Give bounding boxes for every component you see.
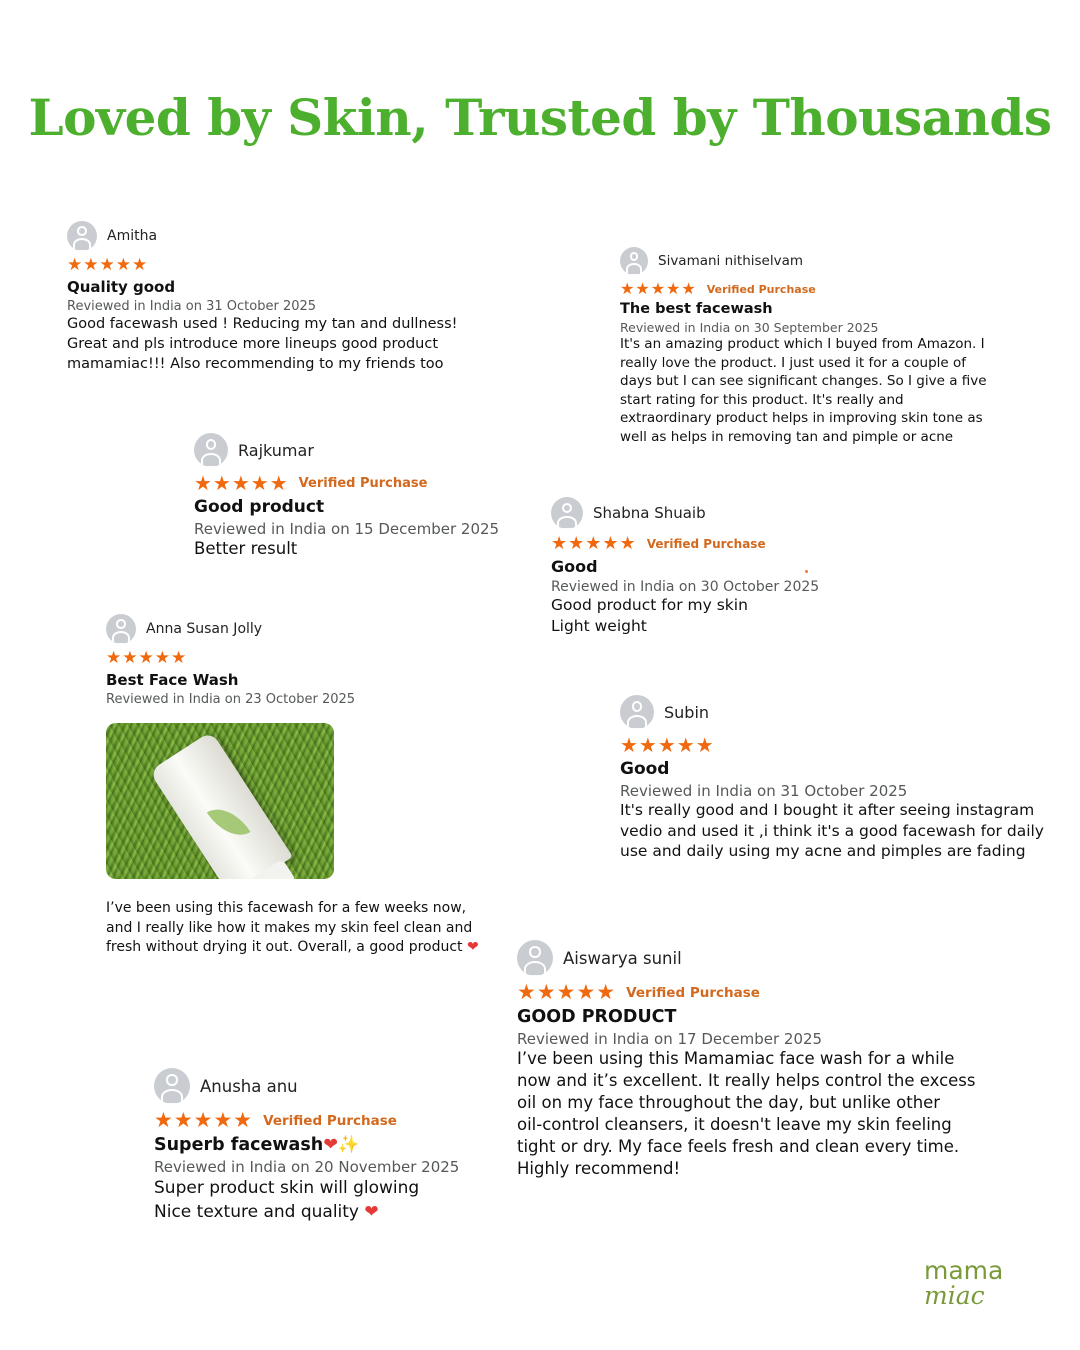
review-card-aiswarya — [517, 940, 997, 1180]
star-rating-icon: ★★★★★ — [620, 279, 697, 298]
avatar-icon — [67, 221, 97, 251]
review-title: Quality good — [67, 278, 176, 296]
reviewer — [194, 433, 534, 467]
review-line: Highly recommend! — [517, 1159, 681, 1178]
reviewer — [620, 247, 1040, 275]
rating-row — [106, 650, 506, 667]
reviewer-name: Subin — [664, 702, 710, 722]
reviewer — [620, 695, 1050, 729]
review-line: days but I can see significant changes. So I give a five — [620, 373, 987, 389]
review-body — [67, 314, 487, 374]
review-line: It's really good and I bought it after seeing instagram — [620, 801, 1035, 819]
review-card-subin — [620, 695, 1050, 862]
review-title — [154, 1135, 514, 1155]
review-date: Reviewed in India on 30 October 2025 — [551, 579, 820, 595]
review-card-anna — [106, 614, 506, 958]
review-body — [620, 335, 1040, 446]
review-body — [194, 538, 534, 560]
review-line: well as helps in removing tan and pimple or acne — [620, 428, 954, 445]
review-date: Reviewed in India on 23 October 2025 — [106, 692, 356, 707]
reviewer — [67, 221, 487, 251]
reviewer-name: Amitha — [107, 228, 158, 244]
heart-icon: ❤ — [364, 1202, 379, 1222]
star-rating-icon: ★★★★★ — [67, 255, 149, 275]
review-title: Good — [551, 557, 598, 576]
rating-row — [551, 535, 871, 553]
sparkle-icon: ✨ — [337, 1135, 360, 1155]
star-rating-icon: ★★★★★ — [194, 471, 289, 495]
heart-icon: ❤ — [467, 939, 479, 955]
tube-cap — [237, 859, 296, 879]
review-title: The best facewash — [620, 301, 773, 317]
review-line — [154, 1200, 514, 1224]
rating-row — [67, 257, 487, 274]
rating-row — [194, 473, 534, 493]
star-rating-icon: ★★★★★ — [154, 1108, 254, 1132]
review-line: start rating for this product. It's really and — [620, 391, 904, 408]
reviewer-name: Shabna Shuaib — [593, 504, 706, 522]
review-date: Reviewed in India on 31 October 2025 — [67, 299, 317, 314]
brand-logo-line2: miac — [924, 1281, 985, 1310]
review-line: vedio and used it ,i think it's a good facewash for daily — [620, 821, 1044, 840]
avatar-icon — [551, 497, 583, 529]
reviewer-name: Aiswarya sunil — [563, 948, 682, 968]
reviewer-name: Sivamani nithiselvam — [658, 253, 804, 269]
star-rating-icon: ★★★★★ — [551, 533, 637, 554]
review-body — [620, 800, 1050, 862]
review-card-rajkumar — [194, 433, 534, 560]
avatar-icon — [620, 695, 654, 729]
review-body — [517, 1048, 997, 1180]
rating-row — [517, 982, 997, 1003]
review-line: I’ve been using this Mamamiac face wash for a while — [517, 1049, 955, 1068]
reviewer-name: Rajkumar — [238, 440, 314, 460]
review-line: Light weight — [551, 616, 647, 635]
review-body — [551, 595, 871, 636]
review-body — [106, 899, 506, 958]
page-headline: Loved by Skin, Trusted by Thousands — [28, 88, 1052, 147]
review-line: use and daily using my acne and pimples are fading — [620, 842, 1026, 860]
facewash-tube-image — [149, 731, 293, 879]
review-line: Great and pls introduce more lineups good product — [67, 336, 439, 352]
review-date: Reviewed in India on 15 December 2025 — [194, 520, 500, 538]
review-title: GOOD PRODUCT — [517, 1007, 677, 1027]
verified-purchase-badge: Verified Purchase — [298, 475, 428, 491]
review-body — [154, 1176, 514, 1224]
review-line: Super product skin will glowing — [154, 1178, 420, 1198]
avatar-icon — [620, 247, 648, 275]
verified-purchase-badge: Verified Purchase — [263, 1112, 397, 1129]
review-date: Reviewed in India on 17 December 2025 — [517, 1030, 823, 1048]
review-line: I’ve been using this facewash for a few weeks now, — [106, 900, 467, 916]
verified-purchase-badge: Verified Purchase — [706, 282, 816, 296]
review-line — [106, 938, 506, 958]
review-date: Reviewed in India on 31 October 2025 — [620, 782, 908, 800]
reviewer — [551, 497, 871, 529]
review-date: Reviewed in India on 20 November 2025 — [154, 1158, 460, 1176]
avatar-icon — [106, 614, 136, 644]
review-card-sivamani — [620, 247, 1040, 446]
heart-icon: ❤ — [323, 1135, 338, 1155]
review-card-shabna — [551, 497, 871, 636]
review-date: Reviewed in India on 30 September 2025 — [620, 320, 879, 335]
product-photo[interactable] — [106, 723, 334, 879]
avatar-icon — [154, 1068, 190, 1104]
review-line-text: Nice texture and quality — [154, 1202, 359, 1222]
review-line: oil on my face throughout the day, but unlike other — [517, 1093, 941, 1112]
review-line: mamamiac!!! Also recommending to my friends too — [67, 356, 444, 372]
star-rating-icon: ★★★★★ — [517, 980, 617, 1004]
decorative-dot — [805, 570, 808, 573]
verified-purchase-badge: Verified Purchase — [646, 537, 766, 551]
review-title: Best Face Wash — [106, 671, 239, 689]
star-rating-icon: ★★★★★ — [620, 733, 715, 757]
review-line: Better result — [194, 539, 298, 558]
review-line: oil-control cleansers, it doesn't leave my skin feeling — [517, 1115, 952, 1134]
reviewer — [106, 614, 506, 644]
review-line: extraordinary product helps in improving skin tone as — [620, 410, 983, 426]
brand-logo-line1: mama — [924, 1256, 1004, 1285]
brand-logo — [924, 1258, 1024, 1308]
review-line: It's an amazing product which I buyed from Amazon. I — [620, 336, 985, 352]
review-title: Good — [620, 759, 670, 779]
reviewer-name: Anusha anu — [200, 1076, 298, 1096]
review-line: Good facewash used ! Reducing my tan and dullness! — [67, 316, 458, 332]
avatar-icon — [517, 940, 553, 976]
leaf-icon — [207, 798, 251, 846]
rating-row — [620, 735, 1050, 755]
review-line-text: fresh without drying it out. Overall, a good product — [106, 939, 463, 955]
star-rating-icon: ★★★★★ — [106, 648, 188, 668]
review-card-amitha — [67, 221, 487, 374]
review-line: now and it’s excellent. It really helps control the excess — [517, 1071, 976, 1090]
review-line: Good product for my skin — [551, 596, 748, 614]
review-title-text: Superb facewash — [154, 1135, 324, 1155]
rating-row — [620, 281, 1040, 297]
verified-purchase-badge: Verified Purchase — [626, 984, 760, 1001]
reviewer — [517, 940, 997, 976]
reviewer — [154, 1068, 514, 1104]
review-line: really love the product. I just used it for a couple of — [620, 354, 967, 371]
review-title: Good product — [194, 497, 325, 517]
review-line: and I really like how it makes my skin feel clean and — [106, 919, 473, 936]
review-line: tight or dry. My face feels fresh and clean every time. — [517, 1137, 960, 1156]
avatar-icon — [194, 433, 228, 467]
review-card-anusha — [154, 1068, 514, 1224]
reviewer-name: Anna Susan Jolly — [146, 621, 263, 637]
rating-row — [154, 1110, 514, 1131]
